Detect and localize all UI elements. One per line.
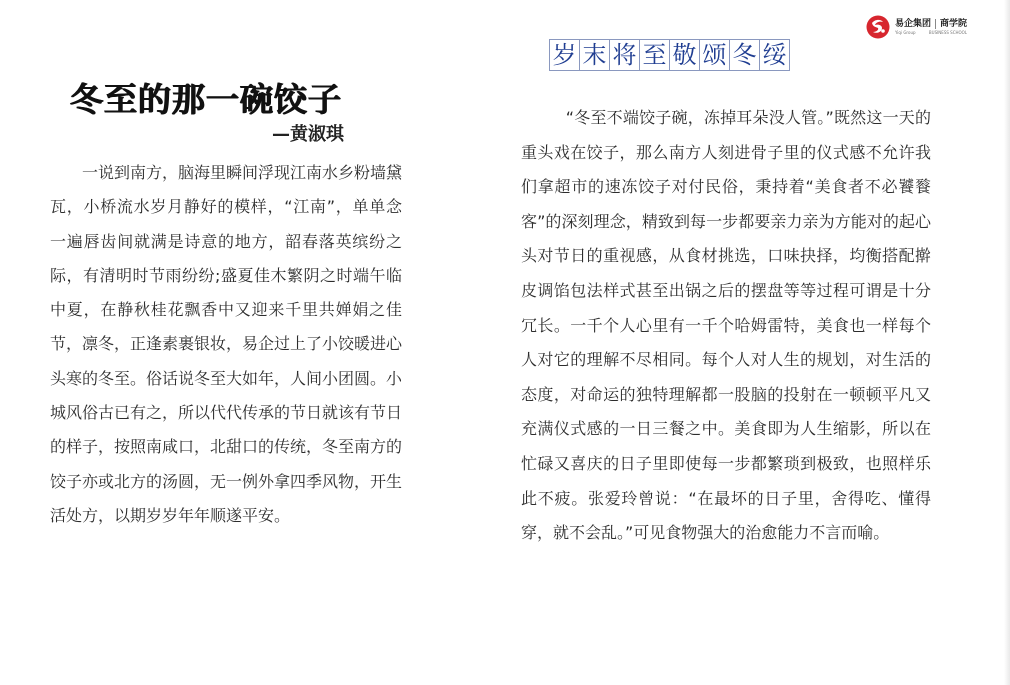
- logo-school-en: BUSINESS SCHOOL: [928, 30, 968, 35]
- logo-text: [895, 19, 967, 35]
- banner-char: 末: [580, 40, 610, 70]
- left-article-body: 一说到南方，脑海里瞬间浮现江南水乡粉墙黛瓦，小桥流水岁月静好的模样，“江南”，单单念一遍唇齿间就满是诗意的地方，韶春落英缤纷之际，有清明时节雨纷纷;盛夏佳木繁阴之时端午临中夏，在静秋桂花飘香中又迎来千里共婵娟之佳节，凛冬，正逢素裹银妆，易企过上了小饺暖进心头寒的冬至。俗话说冬至大如年，人间小团圆。小城风俗古已有之，所以代代传承的节日就该有节日的样子，按照南咸口，北甜口的传统，冬至南方的饺子亦或北方的汤圆，无一例外拿四季风物，开生活处方，以期岁岁年年顺遂平安。: [50, 163, 403, 525]
- logo-group-en: Yiqi Group: [895, 30, 916, 35]
- banner-char: 绥: [760, 40, 790, 70]
- banner-char: 敬: [670, 40, 700, 70]
- banner-char: 岁: [550, 40, 580, 70]
- page-edge-shadow: [1004, 0, 1010, 685]
- right-article-banner: [549, 39, 790, 71]
- banner-char: 将: [610, 40, 640, 70]
- logo-group-name: 易企集团: [895, 18, 932, 29]
- logo-school-name: 商学院: [940, 18, 968, 29]
- banner-char: 冬: [730, 40, 760, 70]
- logo-divider: [935, 19, 936, 29]
- yiqi-logo-icon: [866, 15, 890, 39]
- right-article-body: “冬至不端饺子碗，冻掉耳朵没人管。”既然这一天的重头戏在饺子，那么南方人刻进骨子里的仪式感不允许我们拿超市的速冻饺子对付民俗，秉持着“美食者不必饕餮客”的深刻理念，精致到每一步都要亲力亲为方能对的起心头对节日的重视感，从食材挑选，口味抉择，均衡搭配擀皮调馅包法样式甚至出锅之后的摆盘等等过程可谓是十分冗长。一千个人心里有一千个哈姆雷特，美食也一样每个人对它的理解不尽相同。每个人对人生的规划，对生活的态度，对命运的独特理解都一股脑的投射在一顿顿平凡又充满仪式感的一日三餐之中。美食即为人生缩影，所以在忙碌又喜庆的日子里即使每一步都繁琐到极致，也照样乐此不疲。张爱玲曾说：“在最坏的日子里，舍得吃、懂得穿，就不会乱。”可见食物强大的治愈能力不言而喻。: [521, 108, 931, 543]
- left-article-author: —黄淑琪: [272, 124, 344, 145]
- banner-char: 颂: [700, 40, 730, 70]
- left-article-title: 冬至的那一碗饺子: [70, 80, 342, 119]
- banner-char: 至: [640, 40, 670, 70]
- company-logo: [866, 14, 967, 40]
